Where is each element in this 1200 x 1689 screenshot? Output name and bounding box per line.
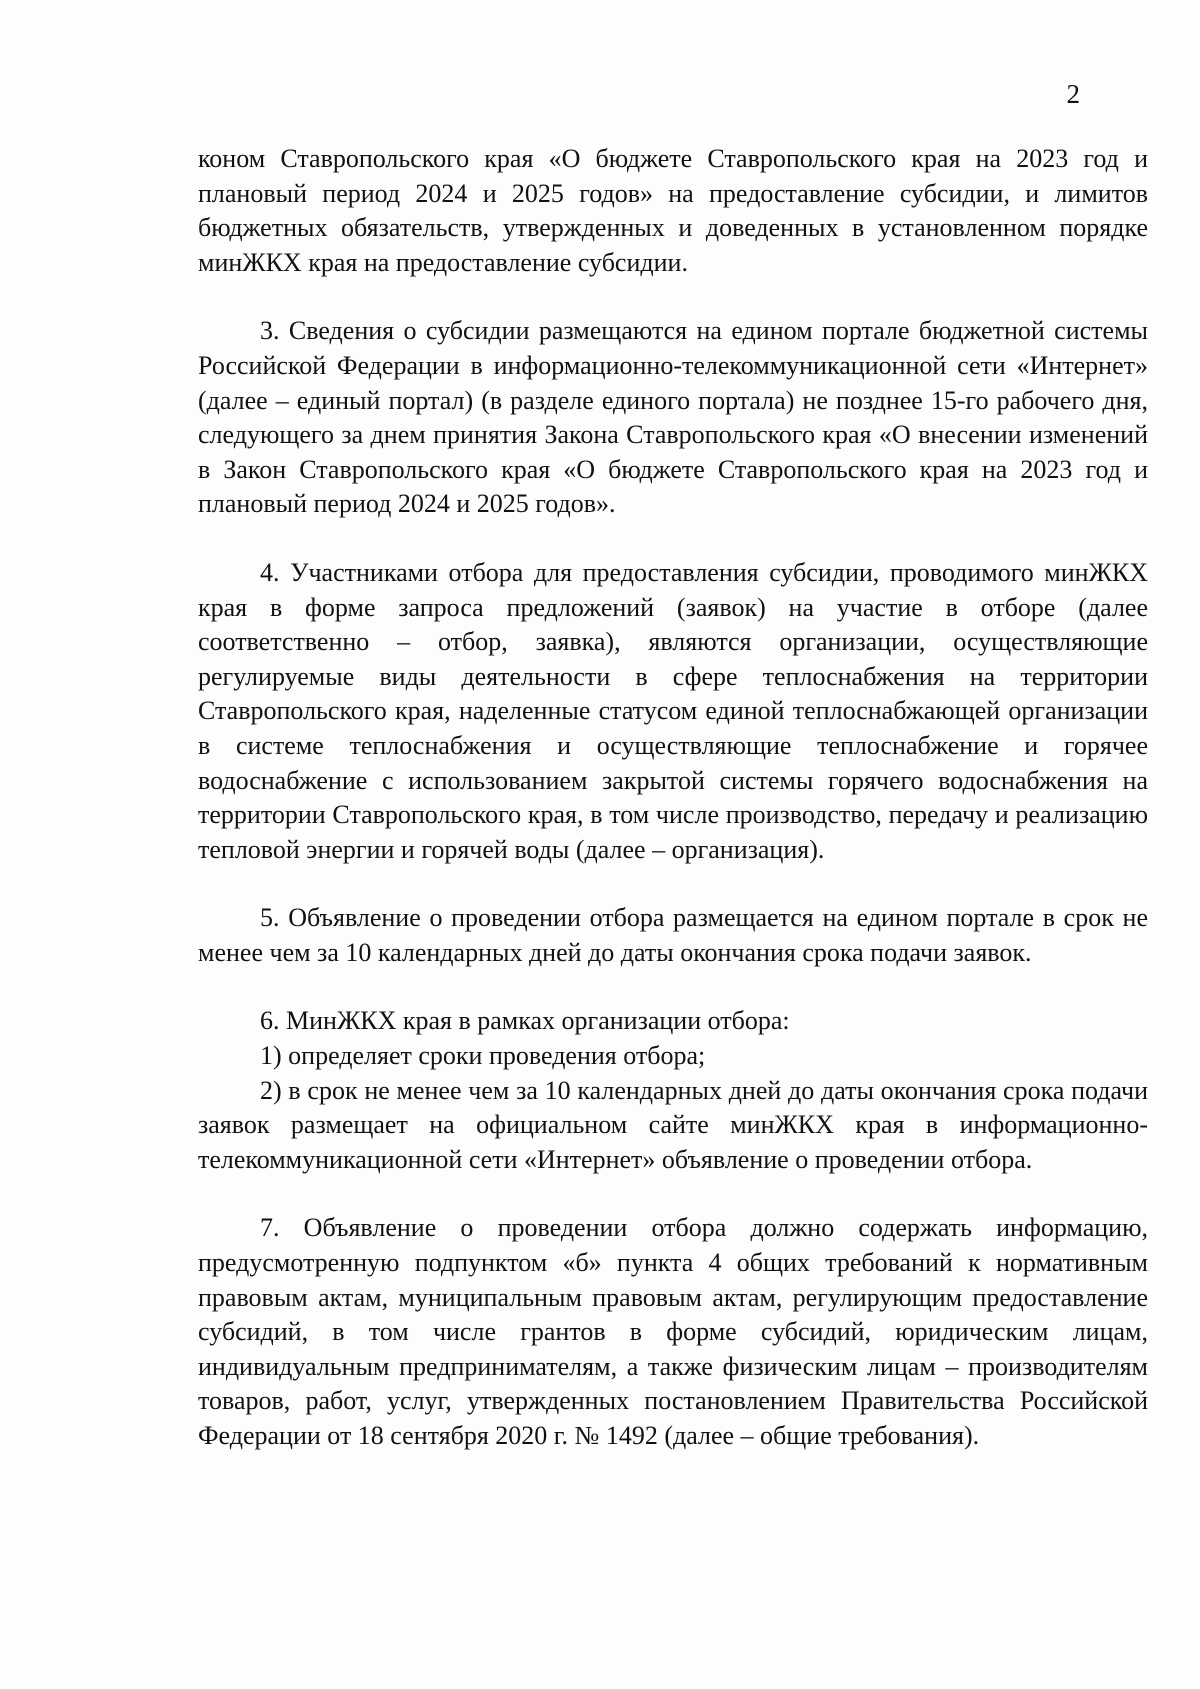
paragraph-item-6: 6. МинЖКХ края в рамках организации отбора: — [260, 1006, 790, 1036]
document-body — [198, 142, 1148, 1454]
paragraph-continuation: коном Ставропольского края «О бюджете Ставропольского края на 2023 год и плановый период 2024 и 2025 годов» на предоставление субсидии, и лимитов бюджетных обязательств, утвержденных и доведенных в установленном порядке минЖКХ края на предоставление субсидии. — [198, 144, 1148, 277]
page-number: 2 — [1066, 79, 1080, 109]
paragraph-item-7: 7. Объявление о проведении отбора должно содержать информацию, предусмотренную подпунктом «б» пункта 4 общих требований к нормативным правовым актам, муниципальным правовым актам, регулирующим предоставление субсидий, в том числе грантов в форме субсидий, юридическим лицам, индивидуальным предпринимателям, а также физическим лицам – производителям товаров, работ, услуг, утвержденных постановлением Правительства Российской Федерации от 18 сентября 2020 г. № 1492 (далее – общие требования). — [198, 1213, 1148, 1450]
subitem-6-1: 1) определяет сроки проведения отбора; — [260, 1041, 706, 1071]
paragraph-item-4: 4. Участниками отбора для предоставления субсидии, проводимого минЖКХ края в форме запроса предложений (заявок) на участие в отборе (далее соответственно – отбор, заявка), являются организации, осуществляющие регулируемые виды деятельности в сфере теплоснабжения на территории Ставропольского края, наделенные статусом единой теплоснабжающей организации в системе теплоснабжения и осуществляющие теплоснабжение и горячее водоснабжение с использованием закрытой системы горячего водоснабжения на территории Ставропольского края, в том числе производство, передачу и реализацию тепловой энергии и горячей воды (далее – организация). — [198, 557, 1148, 864]
paragraph-item-3: 3. Сведения о субсидии размещаются на едином портале бюджетной системы Российской Федерации в информационно-телекоммуникационной сети «Интернет» (далее – единый портал) (в разделе единого портала) не позднее 15-го рабочего дня, следующего за днем принятия Закона Ставропольского края «О внесении изменений в Закон Ставропольского края «О бюджете Ставропольского края на 2023 год и плановый период 2024 и 2025 годов». — [198, 316, 1148, 519]
subitem-6-2: 2) в срок не менее чем за 10 календарных дней до даты окончания срока подачи заявок размещает на официальном сайте минЖКХ края в информационно-телекоммуникационной сети «Интернет» объявление о проведении отбора. — [198, 1075, 1148, 1174]
paragraph-item-5: 5. Объявление о проведении отбора размещается на едином портале в срок не менее чем за 10 календарных дней до даты окончания срока подачи заявок. — [198, 903, 1148, 967]
